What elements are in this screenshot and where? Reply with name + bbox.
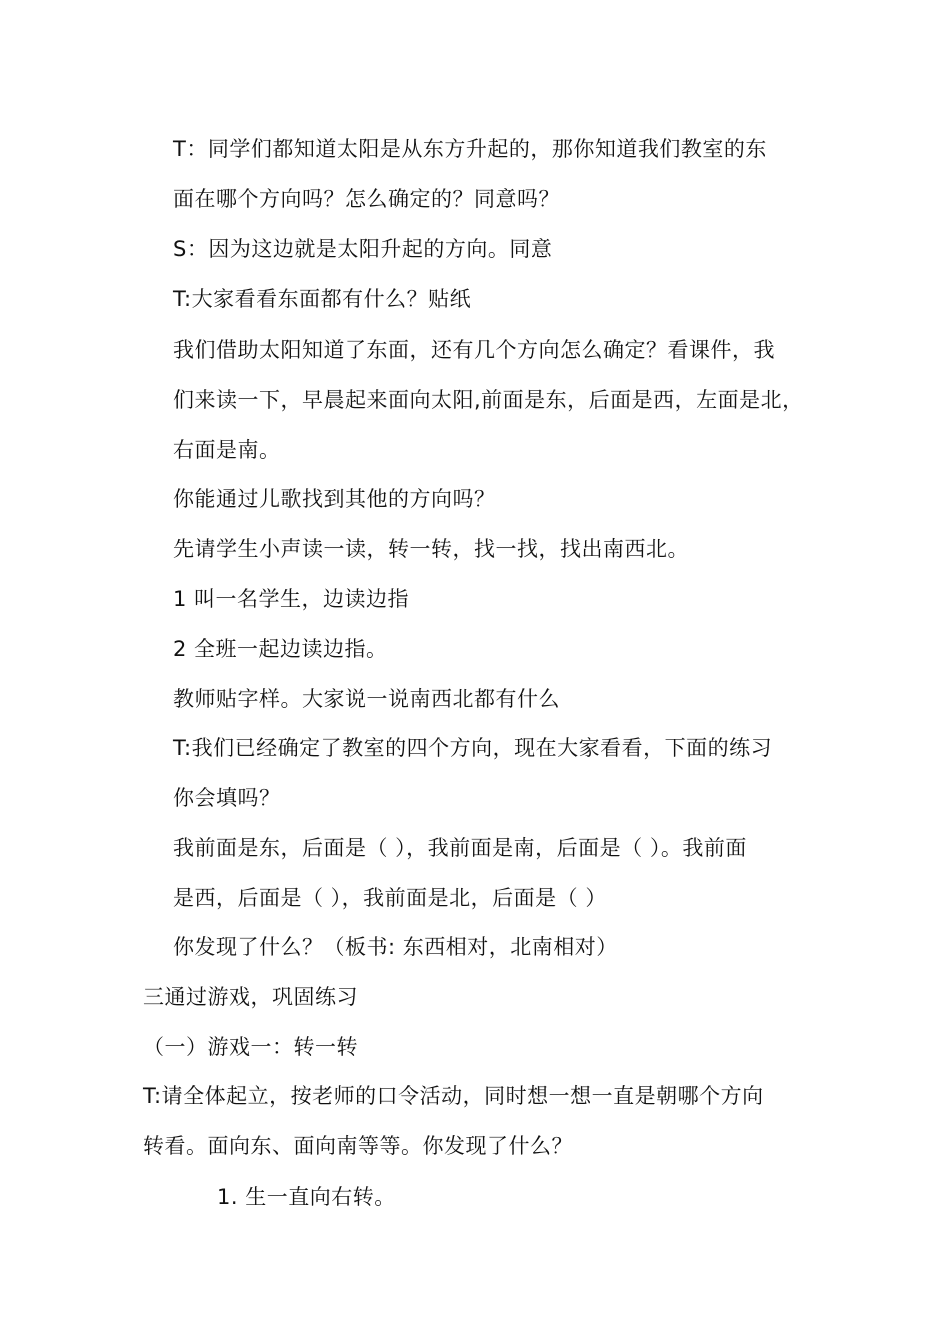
list-item: 1. 生一直向右转。: [217, 1185, 396, 1209]
exercise-line: 是西，后面是（ ），我前面是北，后面是（ ）: [173, 886, 607, 910]
paragraph-line: 先请学生小声读一读，转一转，找一找，找出南西北。: [173, 537, 689, 561]
paragraph-line: 我们借助太阳知道了东面，还有几个方向怎么确定？看课件，我: [173, 338, 775, 362]
subsection-heading: （一）游戏一：转一转: [143, 1035, 358, 1059]
paragraph-line: 你能通过儿歌找到其他的方向吗？: [173, 487, 496, 511]
paragraph-line: S：因为这边就是太阳升起的方向。同意: [173, 237, 553, 261]
paragraph-line: 面在哪个方向吗？怎么确定的？同意吗？: [173, 187, 560, 211]
paragraph-line: 你会填吗？: [173, 786, 281, 810]
paragraph-line: T：同学们都知道太阳是从东方升起的，那你知道我们教室的东: [173, 137, 767, 161]
paragraph-line: 教师贴字样。大家说一说南西北都有什么: [173, 687, 560, 711]
paragraph-line: 们来读一下，早晨起来面向太阳,前面是东，后面是西，左面是北，: [173, 388, 804, 412]
list-item: 2 全班一起边读边指。: [173, 637, 388, 661]
list-item: 1 叫一名学生，边读边指: [173, 587, 410, 611]
paragraph-line: T:大家看看东面都有什么？贴纸: [173, 287, 472, 311]
paragraph-line: 右面是南。: [173, 438, 281, 462]
section-heading: 三通过游戏，巩固练习: [143, 985, 358, 1009]
exercise-line: 我前面是东，后面是（ ），我前面是南，后面是（ ）。我前面: [173, 836, 747, 860]
paragraph-line: 你发现了什么？（板书: 东西相对，北南相对）: [173, 935, 618, 959]
paragraph-line: T:我们已经确定了教室的四个方向，现在大家看看，下面的练习: [173, 736, 773, 760]
paragraph-line: T:请全体起立，按老师的口令活动，同时想一想一直是朝哪个方向: [143, 1084, 764, 1108]
paragraph-line: 转看。面向东、面向南等等。你发现了什么？: [143, 1134, 573, 1158]
